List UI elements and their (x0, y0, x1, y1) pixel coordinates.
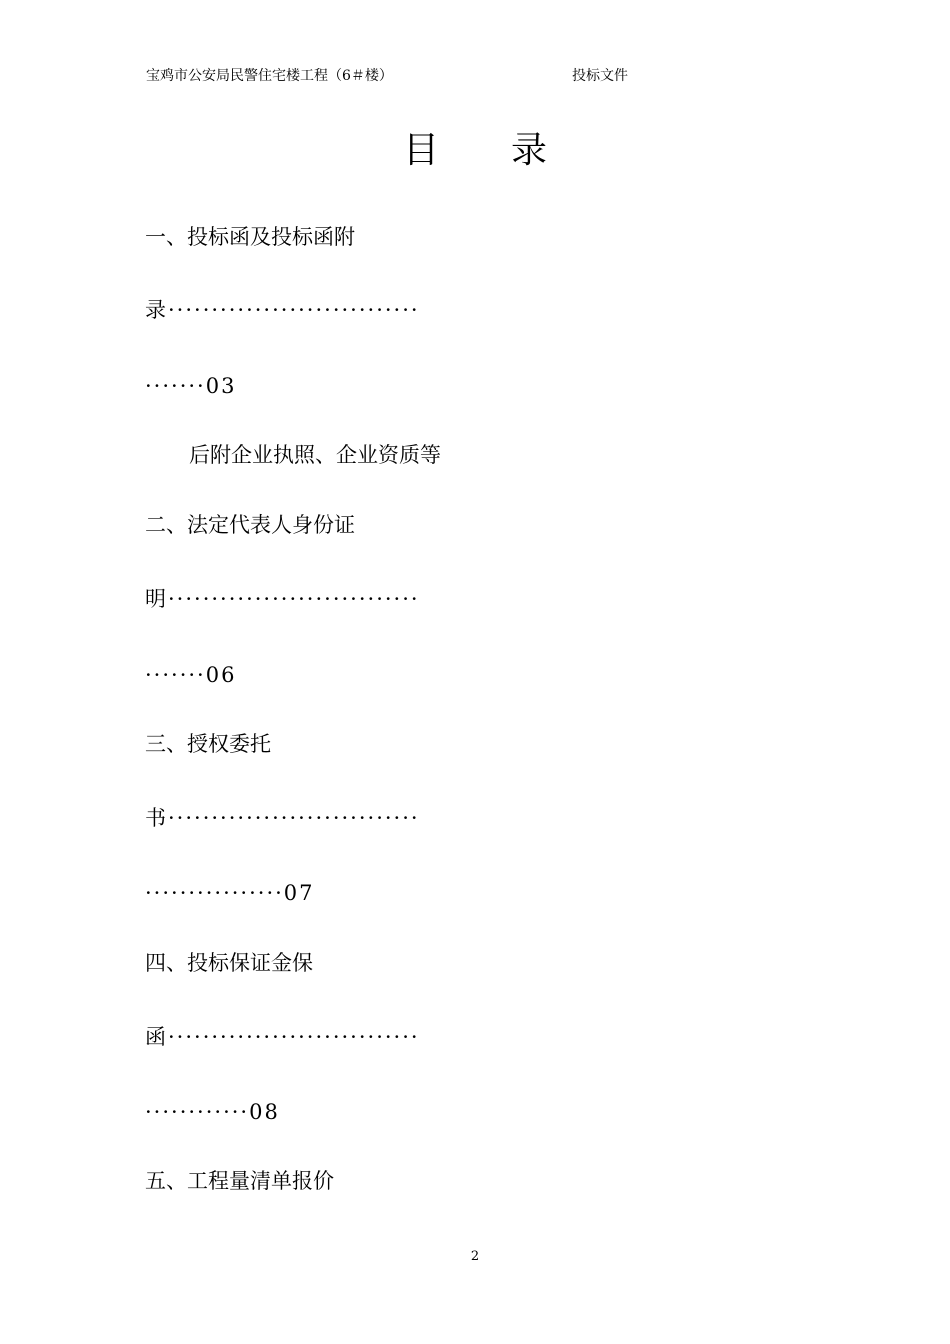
toc-item-4-heading: 四、投标保证金保 (145, 951, 313, 975)
toc-item-2-heading: 二、法定代表人身份证 (145, 513, 355, 537)
toc-item-2-page: ·······06 (145, 663, 237, 687)
toc-item-3-heading: 三、授权委托 (145, 732, 271, 756)
toc-item-4-page: ············08 (145, 1100, 280, 1124)
header-project-title: 宝鸡市公安局民警住宅楼工程（6＃楼） (146, 68, 393, 84)
toc-item-1-note: 后附企业执照、企业资质等 (189, 443, 441, 467)
toc-item-1-page: ·······03 (145, 374, 237, 398)
page-title: 目 录 (402, 130, 547, 171)
toc-item-1-leader: 录····························· (145, 298, 420, 322)
toc-item-5-heading: 五、工程量清单报价 (145, 1169, 334, 1193)
header-document-type: 投标文件 (572, 68, 628, 84)
toc-item-3-leader: 书····························· (145, 806, 420, 830)
page-number: 2 (470, 1249, 480, 1264)
toc-item-2-leader: 明····························· (145, 587, 420, 611)
toc-item-1-heading: 一、投标函及投标函附 (145, 225, 355, 249)
toc-item-4-leader: 函····························· (145, 1025, 420, 1049)
toc-item-3-page: ················07 (145, 881, 315, 905)
